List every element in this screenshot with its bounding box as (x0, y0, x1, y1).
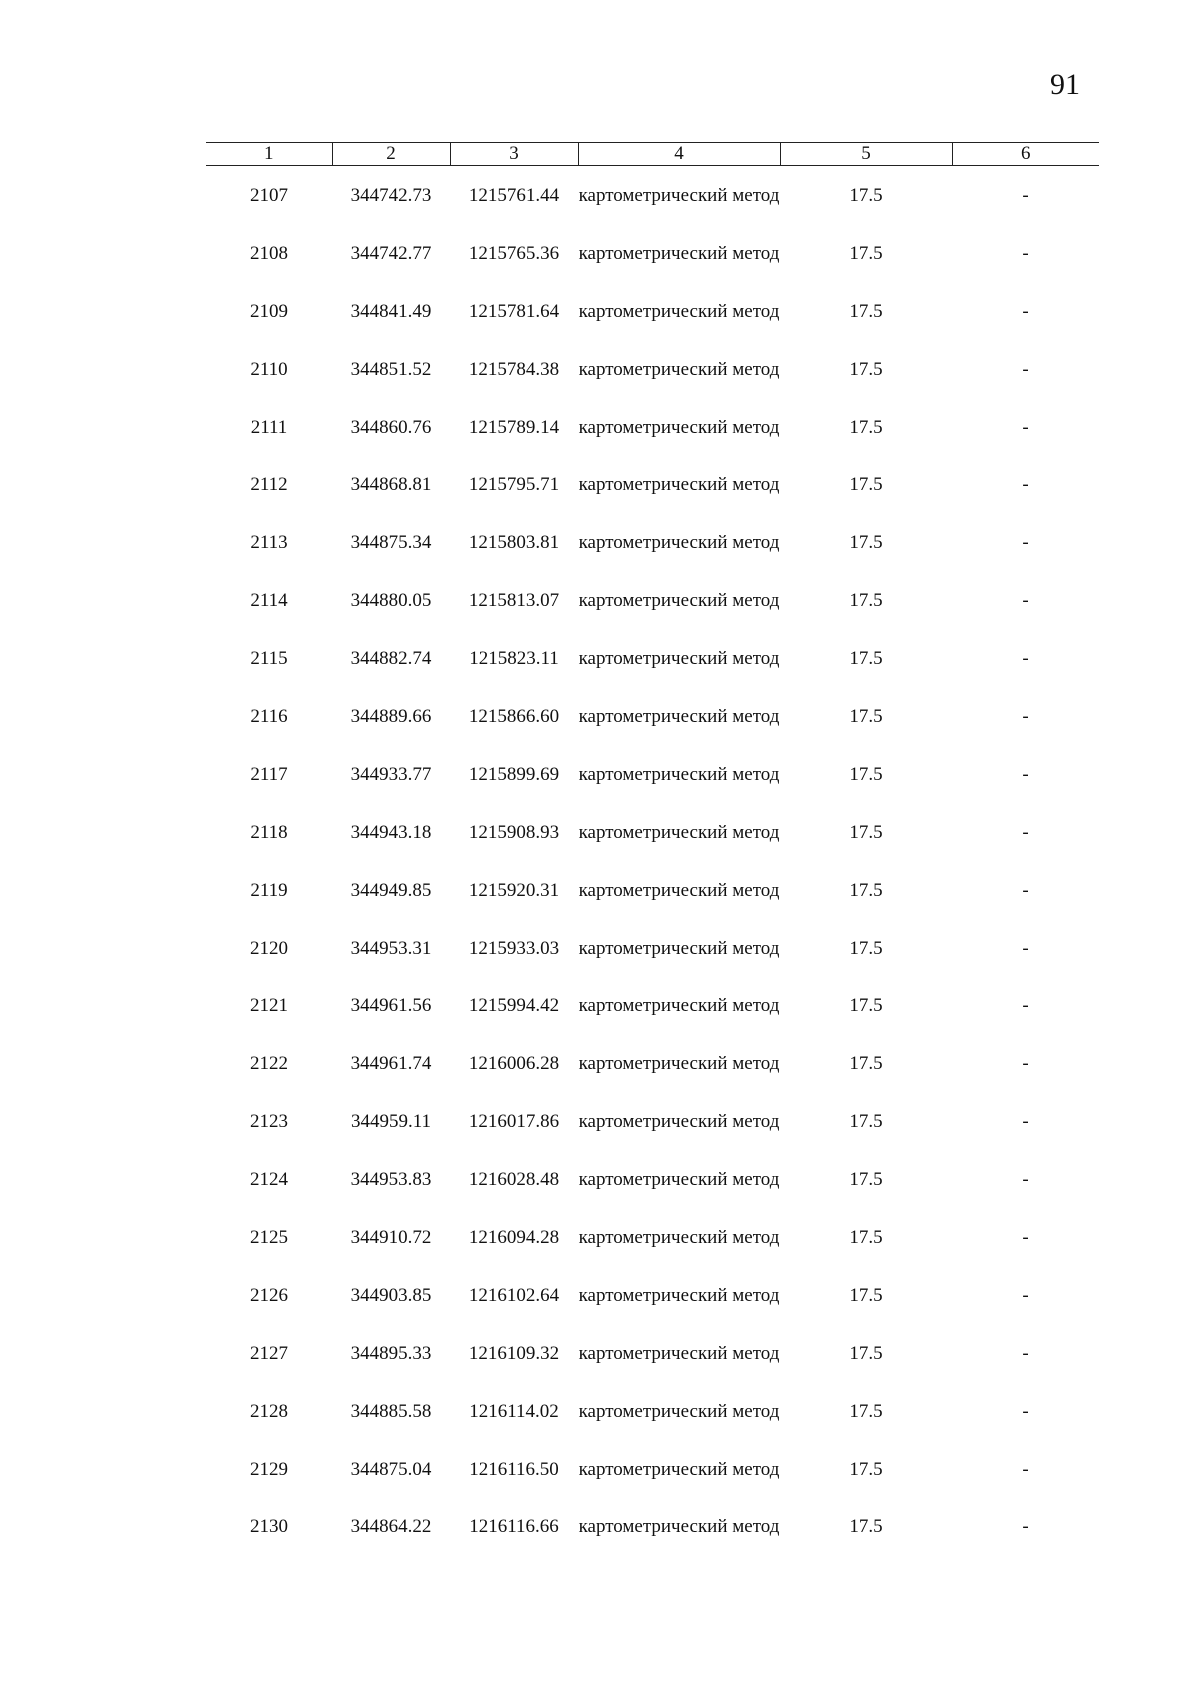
note-cell: - (1022, 185, 1029, 206)
accuracy-cell: 17.5 (849, 1284, 883, 1306)
x-coordinate-cell: 344851.52 (350, 358, 432, 380)
method-cell: картометрический метод (578, 1227, 780, 1249)
table-row (206, 416, 1099, 474)
table-row (206, 358, 1099, 416)
note-cell: - (1022, 1342, 1029, 1364)
x-coordinate-cell: 344880.05 (350, 590, 432, 612)
note-cell: - (1022, 1458, 1029, 1480)
point-id-cell: 2111 (250, 416, 288, 438)
point-id-cell: 2118 (250, 821, 288, 843)
accuracy-cell: 17.5 (849, 879, 883, 901)
accuracy-cell: 17.5 (849, 416, 883, 438)
point-id-cell: 2110 (250, 358, 288, 380)
method-cell: картометрический метод (578, 1053, 780, 1075)
note-cell: - (1022, 879, 1029, 901)
point-id-cell: 2107 (250, 185, 288, 206)
column-header: 3 (450, 143, 578, 166)
x-coordinate-cell: 344868.81 (350, 474, 432, 496)
table-row (206, 531, 1099, 589)
x-coordinate-cell: 344885.58 (350, 1400, 432, 1422)
note-cell: - (1022, 532, 1029, 554)
x-coordinate-cell: 344953.83 (350, 1169, 432, 1191)
x-coordinate-cell: 344910.72 (350, 1227, 432, 1249)
y-coordinate-cell: 1215823.11 (469, 648, 559, 670)
point-id-cell: 2113 (250, 532, 288, 554)
accuracy-cell: 17.5 (849, 590, 883, 612)
table-row (206, 1458, 1099, 1516)
method-cell: картометрический метод (578, 532, 780, 554)
note-cell: - (1022, 358, 1029, 380)
accuracy-cell: 17.5 (849, 532, 883, 554)
x-coordinate-cell: 344949.85 (350, 879, 432, 901)
x-coordinate-cell: 344943.18 (350, 821, 432, 843)
method-cell: картометрический метод (578, 937, 780, 959)
y-coordinate-cell: 1215933.03 (468, 937, 560, 959)
column-header: 5 (780, 143, 952, 166)
note-cell: - (1022, 416, 1029, 438)
accuracy-cell: 17.5 (849, 358, 883, 380)
accuracy-cell: 17.5 (849, 1400, 883, 1422)
y-coordinate-cell: 1216006.28 (468, 1053, 560, 1075)
accuracy-cell: 17.5 (849, 706, 883, 728)
point-id-cell: 2109 (250, 300, 288, 322)
table-row (206, 473, 1099, 531)
accuracy-cell: 17.5 (849, 300, 883, 322)
method-cell: картометрический метод (578, 879, 780, 901)
point-id-cell: 2108 (250, 242, 288, 264)
y-coordinate-cell: 1216102.64 (468, 1284, 560, 1306)
table-row (206, 300, 1099, 358)
accuracy-cell: 17.5 (849, 474, 883, 496)
x-coordinate-cell: 344742.73 (350, 185, 432, 206)
column-header: 2 (332, 143, 450, 166)
x-coordinate-cell: 344889.66 (350, 706, 432, 728)
note-cell: - (1022, 1227, 1029, 1249)
y-coordinate-cell: 1215803.81 (468, 532, 560, 554)
y-coordinate-cell: 1215784.38 (468, 358, 560, 380)
point-id-cell: 2127 (250, 1342, 288, 1364)
table-row (206, 1226, 1099, 1284)
table-row (206, 184, 1099, 242)
note-cell: - (1022, 1111, 1029, 1133)
table-row (206, 1110, 1099, 1168)
accuracy-cell: 17.5 (849, 1227, 883, 1249)
accuracy-cell: 17.5 (849, 185, 883, 206)
table-row (206, 763, 1099, 821)
column-header: 6 (952, 143, 1099, 166)
method-cell: картометрический метод (578, 185, 780, 206)
table-row (206, 1052, 1099, 1110)
y-coordinate-cell: 1216028.48 (468, 1169, 560, 1191)
y-coordinate-cell: 1215899.69 (468, 763, 560, 785)
y-coordinate-cell: 1216094.28 (468, 1227, 560, 1249)
y-coordinate-cell: 1215789.14 (468, 416, 560, 438)
method-cell: картометрический метод (578, 821, 780, 843)
y-coordinate-cell: 1215994.42 (468, 995, 560, 1017)
table-row (206, 1515, 1099, 1573)
y-coordinate-cell: 1216017.86 (468, 1111, 560, 1133)
point-id-cell: 2120 (250, 937, 288, 959)
x-coordinate-cell: 344864.22 (350, 1516, 432, 1538)
table-row (206, 647, 1099, 705)
table-row (206, 589, 1099, 647)
note-cell: - (1022, 1284, 1029, 1306)
x-coordinate-cell: 344875.04 (350, 1458, 432, 1480)
x-coordinate-cell: 344903.85 (350, 1284, 432, 1306)
method-cell: картометрический метод (578, 1516, 780, 1538)
method-cell: картометрический метод (578, 358, 780, 380)
accuracy-cell: 17.5 (849, 1053, 883, 1075)
method-cell: картометрический метод (578, 1400, 780, 1422)
table-row (206, 821, 1099, 879)
accuracy-cell: 17.5 (849, 242, 883, 264)
note-cell: - (1022, 1516, 1029, 1538)
y-coordinate-cell: 1216109.32 (468, 1342, 560, 1364)
y-coordinate-cell: 1215765.36 (468, 242, 560, 264)
note-cell: - (1022, 1400, 1029, 1422)
x-coordinate-cell: 344742.77 (350, 242, 432, 264)
x-coordinate-cell: 344860.76 (350, 416, 432, 438)
table-row (206, 994, 1099, 1052)
table-body (206, 184, 1099, 1573)
accuracy-cell: 17.5 (849, 1342, 883, 1364)
accuracy-cell: 17.5 (849, 1169, 883, 1191)
accuracy-cell: 17.5 (849, 995, 883, 1017)
note-cell: - (1022, 995, 1029, 1017)
x-coordinate-cell: 344961.74 (350, 1053, 432, 1075)
y-coordinate-cell: 1216114.02 (469, 1400, 559, 1422)
accuracy-cell: 17.5 (849, 821, 883, 843)
y-coordinate-cell: 1215761.44 (468, 185, 560, 206)
note-cell: - (1022, 300, 1029, 322)
header-row (206, 143, 1099, 166)
note-cell: - (1022, 937, 1029, 959)
point-id-cell: 2114 (250, 590, 288, 612)
x-coordinate-cell: 344959.11 (350, 1111, 432, 1133)
point-id-cell: 2119 (250, 879, 288, 901)
note-cell: - (1022, 590, 1029, 612)
x-coordinate-cell: 344953.31 (350, 937, 432, 959)
accuracy-cell: 17.5 (849, 763, 883, 785)
method-cell: картометрический метод (578, 474, 780, 496)
point-id-cell: 2123 (250, 1111, 288, 1133)
column-header: 4 (578, 143, 780, 166)
point-id-cell: 2128 (250, 1400, 288, 1422)
point-id-cell: 2129 (250, 1458, 288, 1480)
method-cell: картометрический метод (578, 1342, 780, 1364)
method-cell: картометрический метод (578, 242, 780, 264)
y-coordinate-cell: 1215813.07 (468, 590, 560, 612)
y-coordinate-cell: 1216116.50 (469, 1458, 559, 1480)
table-row (206, 1284, 1099, 1342)
point-id-cell: 2130 (250, 1516, 288, 1538)
note-cell: - (1022, 474, 1029, 496)
y-coordinate-cell: 1215920.31 (468, 879, 560, 901)
point-id-cell: 2126 (250, 1284, 288, 1306)
point-id-cell: 2122 (250, 1053, 288, 1075)
accuracy-cell: 17.5 (849, 937, 883, 959)
x-coordinate-cell: 344895.33 (350, 1342, 432, 1364)
point-id-cell: 2117 (250, 763, 288, 785)
note-cell: - (1022, 1053, 1029, 1075)
x-coordinate-cell: 344841.49 (350, 300, 432, 322)
point-id-cell: 2112 (250, 474, 288, 496)
method-cell: картометрический метод (578, 995, 780, 1017)
accuracy-cell: 17.5 (849, 648, 883, 670)
point-id-cell: 2121 (250, 995, 288, 1017)
x-coordinate-cell: 344882.74 (350, 648, 432, 670)
x-coordinate-cell: 344961.56 (350, 995, 432, 1017)
method-cell: картометрический метод (578, 1169, 780, 1191)
method-cell: картометрический метод (578, 1458, 780, 1480)
method-cell: картометрический метод (578, 648, 780, 670)
accuracy-cell: 17.5 (849, 1111, 883, 1133)
method-cell: картометрический метод (578, 763, 780, 785)
coordinates-table (206, 184, 1099, 1573)
x-coordinate-cell: 344875.34 (350, 532, 432, 554)
method-cell: картометрический метод (578, 590, 780, 612)
page-number: 91 (1050, 68, 1080, 101)
point-id-cell: 2116 (250, 706, 288, 728)
table-row (206, 937, 1099, 995)
note-cell: - (1022, 706, 1029, 728)
table-row (206, 879, 1099, 937)
table-row (206, 705, 1099, 763)
method-cell: картометрический метод (578, 300, 780, 322)
note-cell: - (1022, 242, 1029, 264)
point-id-cell: 2124 (250, 1169, 288, 1191)
note-cell: - (1022, 763, 1029, 785)
accuracy-cell: 17.5 (849, 1458, 883, 1480)
table-row (206, 1168, 1099, 1226)
method-cell: картометрический метод (578, 416, 780, 438)
method-cell: картометрический метод (578, 706, 780, 728)
method-cell: картометрический метод (578, 1284, 780, 1306)
table-row (206, 242, 1099, 300)
column-header: 1 (206, 143, 332, 166)
x-coordinate-cell: 344933.77 (350, 763, 432, 785)
y-coordinate-cell: 1215908.93 (468, 821, 560, 843)
note-cell: - (1022, 821, 1029, 843)
y-coordinate-cell: 1215781.64 (468, 300, 560, 322)
note-cell: - (1022, 1169, 1029, 1191)
accuracy-cell: 17.5 (849, 1516, 883, 1538)
point-id-cell: 2115 (250, 648, 288, 670)
table-header (206, 142, 1099, 166)
y-coordinate-cell: 1216116.66 (469, 1516, 559, 1538)
table-row (206, 1400, 1099, 1458)
point-id-cell: 2125 (250, 1227, 288, 1249)
table-row (206, 1342, 1099, 1400)
y-coordinate-cell: 1215866.60 (468, 706, 560, 728)
y-coordinate-cell: 1215795.71 (468, 474, 560, 496)
method-cell: картометрический метод (578, 1111, 780, 1133)
note-cell: - (1022, 648, 1029, 670)
